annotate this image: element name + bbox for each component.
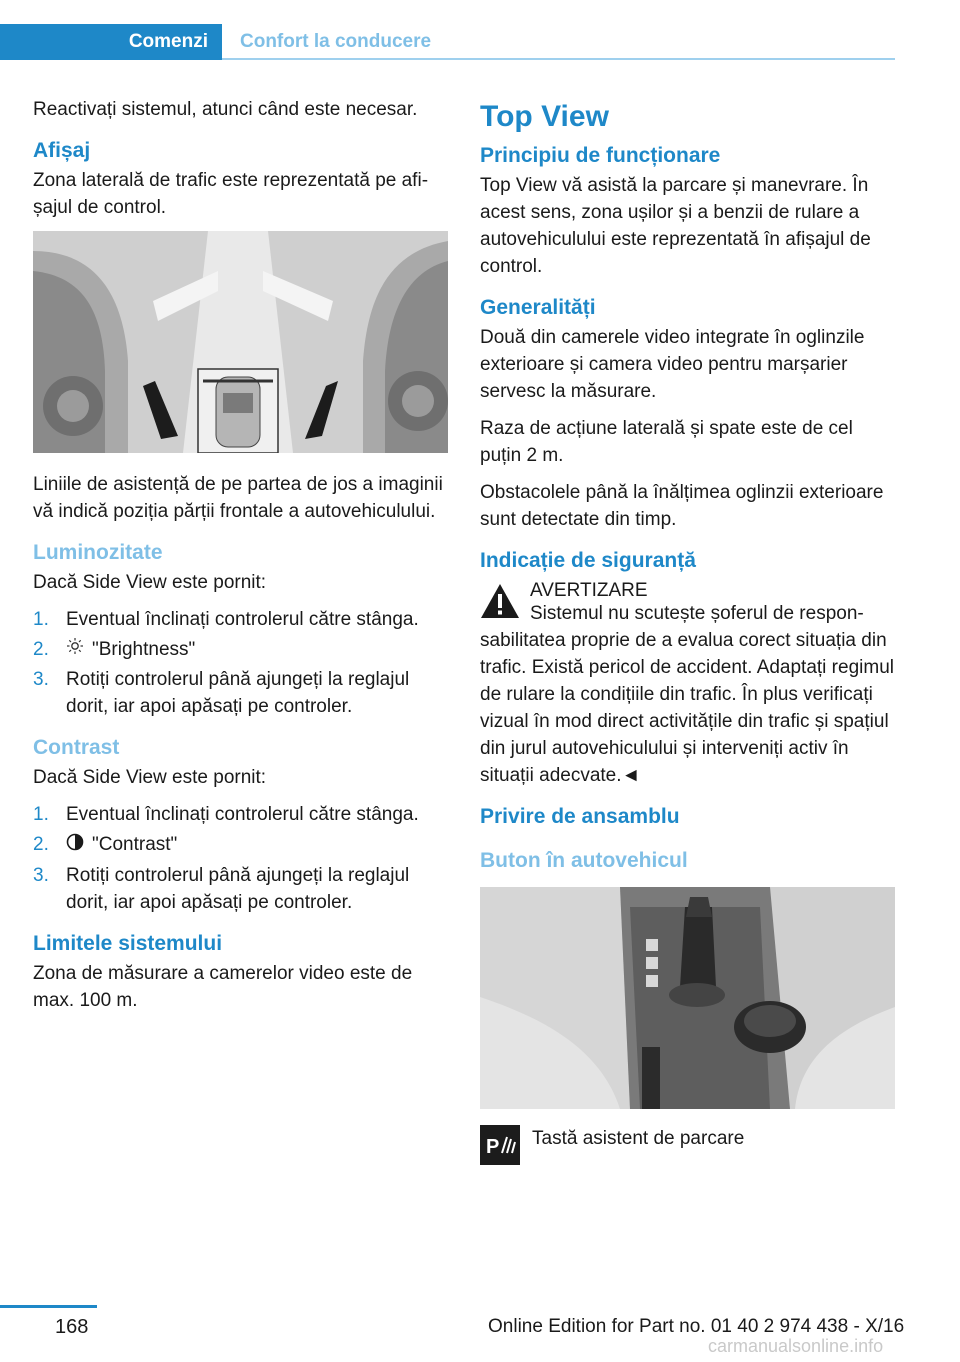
step-text-wrap <box>66 831 448 858</box>
step-number: 3. <box>33 864 49 886</box>
contrast-intro: Dacă Side View este pornit: <box>33 767 267 789</box>
safety-warning <box>480 577 895 604</box>
step-number: 2. <box>33 834 49 856</box>
side-view-display-figure <box>33 231 448 453</box>
step-number: 1. <box>33 804 49 826</box>
page-title: Top View <box>480 100 609 133</box>
footer-line <box>0 1305 97 1308</box>
principiu-text: Top View vă asistă la parcare și manevrare. În acest sens, zona ușilor și a benzii de rulare a autovehiculului este reprezentată în afișajul de control. <box>480 175 871 277</box>
svg-text:P: P <box>486 1136 500 1158</box>
generalitati-p3: Obstacolele până la înălțimea oglinzii exterioare sunt detectate din timp. <box>480 482 884 530</box>
ansamblu-heading: Privire de ansamblu <box>480 805 680 828</box>
list-item <box>33 636 448 663</box>
button-caption: Tastă asistent de parcare <box>532 1128 745 1149</box>
generalitati-p2: Raza de acțiune laterală și spate este de cel puțin 2 m. <box>480 418 853 466</box>
park-assist-icon <box>480 1125 520 1165</box>
tab-divider <box>222 58 895 60</box>
afisaj-heading: Afișaj <box>33 139 91 162</box>
contrast-icon <box>66 832 84 859</box>
contrast-heading: Contrast <box>33 736 120 760</box>
generalitati-heading: Generalități <box>480 296 596 319</box>
warning-body-text: Sistemul nu scutește șoferul de responsabilitatea proprie de a evalua corect situația din trafic. Există pericol de accident. Adaptați regimul de rulare la condițiile din trafic. În plus verificați vizual în mod direct activitățile din trafic și spațiul din jurul autovehiculului și interveniți activ în situații adecvate.◄ <box>480 603 894 786</box>
step-text-wrap <box>66 636 448 663</box>
warning-title: AVERTIZARE <box>530 580 648 601</box>
step-text: "Brightness" <box>92 639 196 660</box>
step-text: Rotiți controlerul până ajungeți la reglajul dorit, iar apoi apăsați pe controler. <box>66 864 410 913</box>
luminozitate-intro: Dacă Side View este pornit: <box>33 572 267 593</box>
generalitati-p1: Două din camerele video integrate în oglinzile exterioare și camera video pentru marșarier servesc la măsurare. <box>480 327 865 402</box>
luminozitate-heading: Luminozitate <box>33 541 163 564</box>
step-text: Eventual înclinați controlerul către stânga. <box>66 609 419 630</box>
list-item <box>33 831 448 858</box>
figure-caption: Liniile de asistență de pe partea de jos a imaginii vă indică poziția părții frontale a autovehiculului. <box>33 474 443 522</box>
step-text: Eventual înclinați controlerul către stânga. <box>66 804 419 826</box>
luminozitate-steps <box>33 606 448 720</box>
right-column <box>480 96 895 1165</box>
step-number: 3. <box>33 669 49 691</box>
principiu-heading: Principiu de funcționare <box>480 144 721 167</box>
tab-confort-la-conducere[interactable]: Confort la conducere <box>240 31 432 52</box>
afisaj-text: Zona laterală de trafic este reprezentată pe afișajul de control. <box>33 170 429 218</box>
list-item <box>33 606 448 633</box>
page-number: 168 <box>55 1316 89 1338</box>
park-assist-button-figure <box>480 887 895 1109</box>
contrast-steps <box>33 801 448 915</box>
step-number: 1. <box>33 609 49 630</box>
tab-comenzi[interactable]: Comenzi <box>0 24 222 60</box>
limite-text: Zona de măsurare a camerelor video este de max. 100 m. <box>33 962 413 1011</box>
left-column <box>33 96 448 1024</box>
warning-triangle-icon <box>480 583 520 627</box>
siguranta-heading: Indicație de siguranță <box>480 549 696 572</box>
button-caption-row <box>480 1125 895 1165</box>
brightness-icon <box>66 636 84 663</box>
step-text: Rotiți controlerul până ajungeți la reglajul dorit, iar apoi apăsați pe controler. <box>66 669 410 718</box>
header-tabs <box>0 0 895 60</box>
list-item <box>33 862 448 916</box>
intro-text: Reactivați sistemul, atunci când este necesar. <box>33 99 418 120</box>
list-item <box>33 801 448 828</box>
step-text: "Contrast" <box>92 834 178 856</box>
buton-heading: Buton în autovehicul <box>480 849 688 872</box>
watermark: carmanualsonline.info <box>708 1336 884 1356</box>
edition-text: Online Edition for Part no. 01 40 2 974 438 - X/16 <box>488 1316 905 1337</box>
limite-heading: Limitele sistemului <box>33 931 223 955</box>
list-item <box>33 666 448 720</box>
step-number: 2. <box>33 639 49 660</box>
